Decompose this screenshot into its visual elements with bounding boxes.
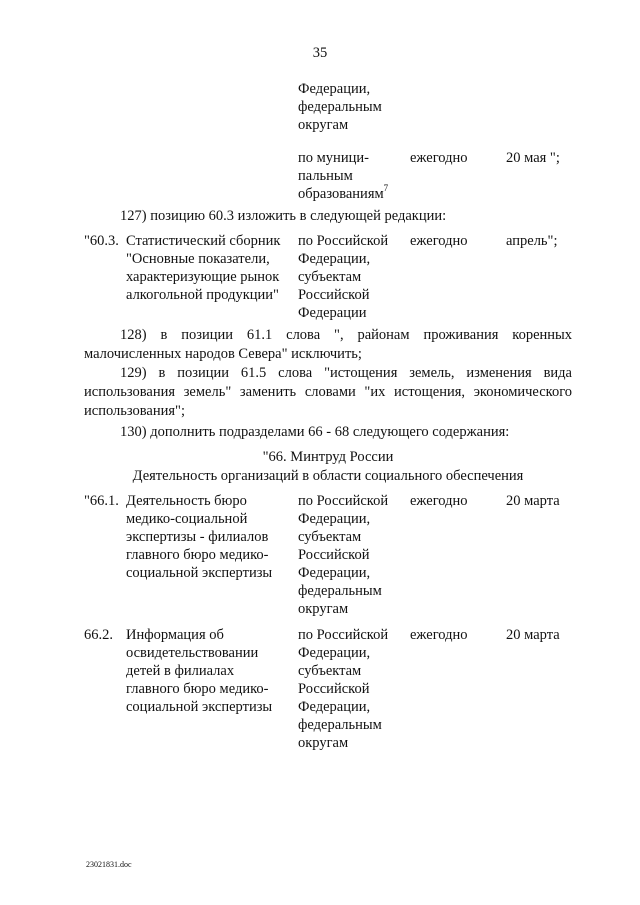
page-number: 35 <box>312 45 328 61</box>
cell-line: субъектам <box>298 663 362 679</box>
top-coverage-cell <box>298 80 382 134</box>
cell-line: пальным <box>298 168 353 184</box>
word: 128) в <box>120 327 168 343</box>
cell-line: Российской <box>298 681 370 697</box>
cell-line: субъектам <box>298 529 362 545</box>
cell-line: главного бюро медико- <box>126 681 269 697</box>
row-66-1-title <box>126 492 272 582</box>
row-60-3-deadline: апрель"; <box>506 233 558 249</box>
paragraph-129-line3: использования"; <box>84 403 185 419</box>
cell-line: Федерации, <box>298 565 371 581</box>
cell-line: по Российской <box>298 627 389 643</box>
word: 129) в <box>120 365 166 381</box>
cell-line: экспертизы - филиалов <box>126 529 269 545</box>
word: слова <box>286 327 321 343</box>
cell-line: Федерации, <box>298 699 371 715</box>
paragraph-128-line1 <box>120 326 572 344</box>
word: слова <box>278 365 313 381</box>
paragraph-129-line2 <box>84 383 572 401</box>
word: 61.1 <box>246 327 273 343</box>
row-66-2-periodicity: ежегодно <box>410 627 468 643</box>
cell-line: Федерации, <box>298 511 371 527</box>
word: заменить <box>239 384 297 400</box>
row-60-3-periodicity: ежегодно <box>410 233 468 249</box>
row-66-1-coverage <box>298 492 388 618</box>
cell-line: "Основные показатели, <box>126 251 270 267</box>
cell-line: образованиям$^7$ <box>298 183 389 202</box>
cell-line: федеральным <box>298 99 382 115</box>
row-66-2-coverage <box>298 626 388 752</box>
row-66-2-number: 66.2. <box>84 627 113 643</box>
word: земель, <box>409 365 455 381</box>
word: ", районам <box>334 327 410 343</box>
cell-line: Федерации <box>298 305 367 321</box>
word: "их <box>364 384 386 400</box>
footer-filename: 23021831.doc <box>86 860 132 869</box>
cell-line: социальной экспертизы <box>126 699 273 715</box>
cell-line: алкогольной продукции" <box>126 287 279 303</box>
footnote-mark: 7 <box>383 183 389 194</box>
cell-line: Российской <box>298 547 370 563</box>
cell-line: детей в филиалах <box>126 663 235 679</box>
paragraph-127: 127) позицию 60.3 изложить в следующей редакции: <box>120 208 447 224</box>
row-60-3-title <box>126 232 280 304</box>
row-60-3-coverage <box>298 232 388 322</box>
cell-line: округам <box>298 735 349 751</box>
cell-line: по Российской <box>298 233 389 249</box>
cell-line: социальной экспертизы <box>126 565 273 581</box>
cell-line: субъектам <box>298 269 362 285</box>
word: проживания <box>423 327 499 343</box>
cell-line: по муници- <box>298 150 369 166</box>
word: использования <box>84 384 176 400</box>
word: изменения <box>466 365 532 381</box>
word: земель" <box>183 384 232 400</box>
word: 61.5 <box>240 365 267 381</box>
cell-line: Статистический сборник <box>126 233 281 249</box>
word: экономического <box>473 384 573 400</box>
cell-line: Федерации, <box>298 81 371 97</box>
row-66-1-number: "66.1. <box>84 493 119 509</box>
row-66-1-deadline: 20 марта <box>506 493 560 509</box>
word: истощения, <box>394 384 466 400</box>
word: позиции <box>177 365 229 381</box>
row-66-2-deadline: 20 марта <box>506 627 560 643</box>
word: коренных <box>512 327 573 343</box>
cell-line: Российской <box>298 287 370 303</box>
paragraph-129-line1 <box>120 364 572 382</box>
cell-line: округам <box>298 601 349 617</box>
cell-line: медико-социальной <box>126 511 248 527</box>
muni-periodicity: ежегодно <box>410 150 468 166</box>
muni-deadline: 20 мая "; <box>506 150 560 166</box>
cell-line: Деятельность бюро <box>126 493 247 509</box>
word: вида <box>543 365 572 381</box>
cell-line: Федерации, <box>298 645 371 661</box>
cell-line: Информация об <box>126 627 224 643</box>
word: "истощения <box>324 365 398 381</box>
section-subtitle: Деятельность организаций в области социального обеспечения <box>132 468 524 484</box>
section-title: "66. Минтруд России <box>262 449 394 465</box>
word: словами <box>304 384 356 400</box>
row-60-3-number: "60.3. <box>84 233 119 249</box>
cell-line: федеральным <box>298 583 382 599</box>
row-66-2-title <box>126 626 272 716</box>
paragraph-130: 130) дополнить подразделами 66 - 68 следующего содержания: <box>120 424 510 440</box>
muni-coverage-cell <box>298 149 388 203</box>
cell-line: характеризующие рынок <box>126 269 280 285</box>
paragraph-128-line2: малочисленных народов Севера" исключить; <box>84 346 362 362</box>
row-66-1-periodicity: ежегодно <box>410 493 468 509</box>
cell-line: главного бюро медико- <box>126 547 269 563</box>
cell-line: федеральным <box>298 717 382 733</box>
cell-line: округам <box>298 117 349 133</box>
cell-line: Федерации, <box>298 251 371 267</box>
word: позиции <box>181 327 233 343</box>
cell-line: освидетельствовании <box>126 645 259 661</box>
cell-line: по Российской <box>298 493 389 509</box>
